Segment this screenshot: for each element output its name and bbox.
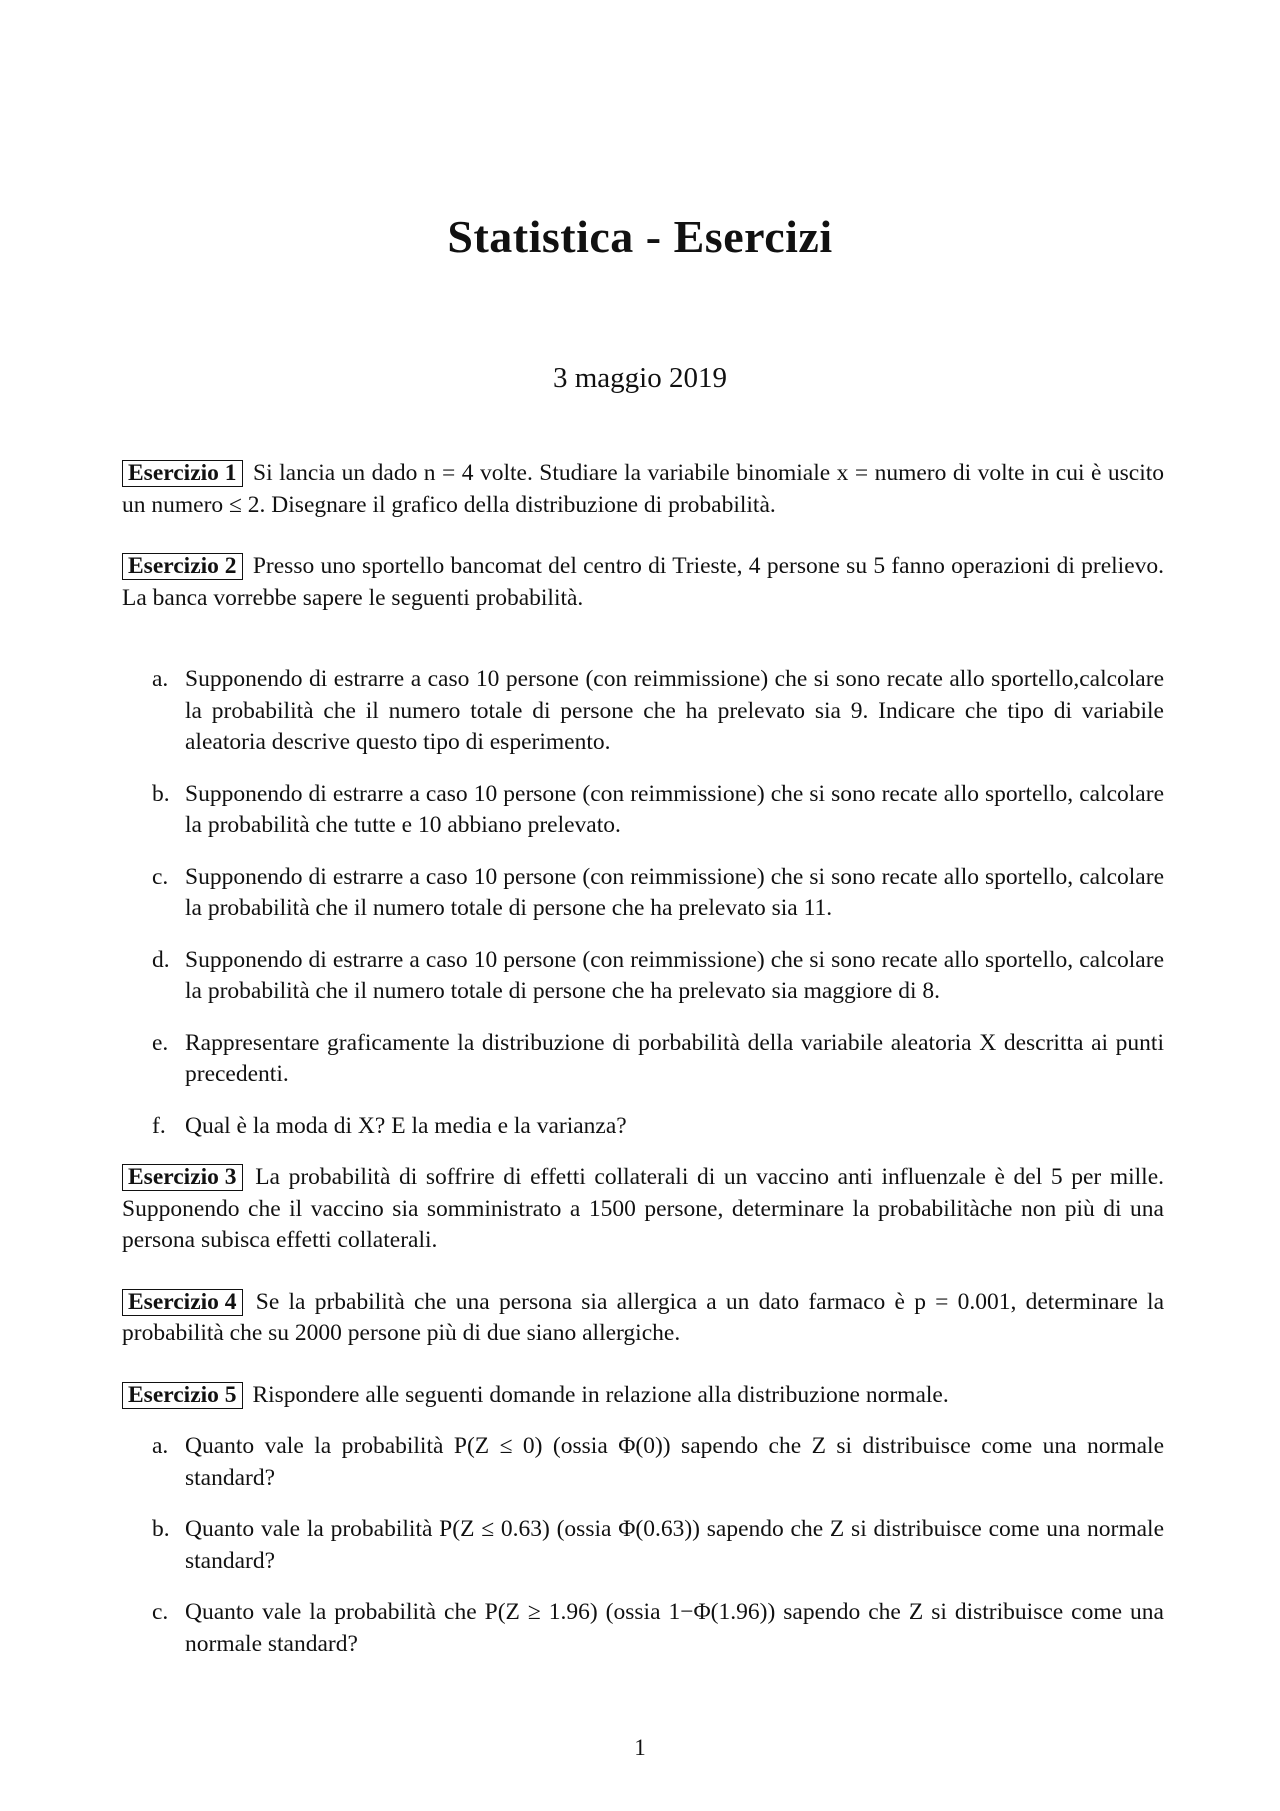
exercise-3 — [122, 1162, 1164, 1257]
item-marker: c. — [152, 1599, 169, 1625]
item-marker: d. — [152, 946, 170, 973]
item-marker: e. — [152, 1029, 169, 1056]
exercise-label: Esercizio 1 — [122, 460, 243, 487]
exercise-text: La probabilità di soffrire di effetti collaterali di un vaccino anti influenzale è del 5 per mille. Supponendo che il vaccino sia somministrato a 1500 persone, determinare la probabilitàche non più di una persona subisca effetti collaterali. — [122, 1164, 1165, 1253]
document-date: 3 maggio 2019 — [553, 362, 727, 394]
exercise-2-questions — [122, 664, 1164, 1142]
list-item — [122, 664, 1164, 759]
item-marker: b. — [152, 780, 170, 807]
item-text: Supponendo di estrarre a caso 10 persone (con reimmissione) che si sono recate allo sportello,calcolare la probabilità che il numero totale di persone che ha prelevato sia 9. Indicare che tipo di variabile aleatoria descrive questo tipo di esperimento. — [185, 666, 1164, 755]
exercise-text: Rispondere alle seguenti domande in relazione alla distribuzione normale. — [252, 1381, 949, 1408]
exercise-1 — [122, 458, 1164, 521]
page-title: Statistica - Esercizi — [447, 211, 833, 262]
list-item — [122, 1028, 1164, 1091]
item-text: Quanto vale la probabilità P(Z ≤ 0) (ossia Φ(0)) sapendo che Z si distribuisce come una normale standard? — [185, 1433, 1164, 1491]
list-item — [122, 862, 1164, 925]
exercise-text: Se la prbabilità che una persona sia allergica a un dato farmaco è p = 0.001, determinare la probabilità che su 2000 persone più di due siano allergiche. — [122, 1288, 1165, 1346]
exercise-label: Esercizio 2 — [122, 553, 243, 580]
exercise-2 — [122, 551, 1164, 614]
list-item — [122, 945, 1164, 1008]
item-text: Supponendo di estrarre a caso 10 persone (con reimmissione) che si sono recate allo sportello, calcolare la probabilità che il numero totale di persone che ha prelevato sia maggiore di 8. — [185, 946, 1164, 1004]
exercises-body — [122, 458, 1164, 1680]
item-text: Qual è la moda di X? E la media e la varianza? — [185, 1112, 627, 1139]
item-text: Supponendo di estrarre a caso 10 persone (con reimmissione) che si sono recate allo sportello, calcolare la probabilità che tutte e 10 abbiano prelevato. — [185, 780, 1164, 838]
list-item — [122, 1111, 1164, 1143]
list-item — [122, 1431, 1164, 1494]
item-text: Rappresentare graficamente la distribuzione di porbabilità della variabile aleatoria X descritta ai punti precedenti. — [185, 1029, 1164, 1087]
exercise-label: Esercizio 4 — [122, 1289, 243, 1316]
page-number: 1 — [634, 1735, 646, 1760]
exercise-label: Esercizio 5 — [122, 1382, 243, 1409]
list-item — [122, 779, 1164, 842]
exercise-label: Esercizio 3 — [122, 1164, 243, 1191]
exercise-text: Presso uno sportello bancomat del centro di Trieste, 4 persone su 5 fanno operazioni di prelievo. La banca vorrebbe sapere le seguenti probabilità. — [122, 553, 1164, 611]
item-text: Supponendo di estrarre a caso 10 persone (con reimmissione) che si sono recate allo sportello, calcolare la probabilità che il numero totale di persone che ha prelevato sia 11. — [185, 863, 1164, 921]
exercise-5-questions — [122, 1431, 1164, 1660]
list-item — [122, 1597, 1164, 1660]
item-text: Quanto vale la probabilità che P(Z ≥ 1.96) (ossia 1−Φ(1.96)) sapendo che Z si distribuisce come una normale standard? — [185, 1599, 1164, 1657]
item-text: Quanto vale la probabilità P(Z ≤ 0.63) (ossia Φ(0.63)) sapendo che Z si distribuisce come una normale standard? — [185, 1516, 1164, 1574]
exercise-5 — [122, 1380, 1164, 1412]
item-marker: f. — [152, 1112, 166, 1139]
exercise-text: Si lancia un dado n = 4 volte. Studiare la variabile binomiale x = numero di volte in cui è uscito un numero ≤ 2. Disegnare il grafico della distribuzione di probabilità. — [122, 460, 1165, 518]
item-marker: a. — [152, 1433, 169, 1459]
list-item — [122, 1514, 1164, 1577]
item-marker: c. — [152, 863, 169, 890]
exercise-4 — [122, 1287, 1164, 1350]
item-marker: a. — [152, 666, 169, 692]
item-marker: b. — [152, 1516, 170, 1542]
